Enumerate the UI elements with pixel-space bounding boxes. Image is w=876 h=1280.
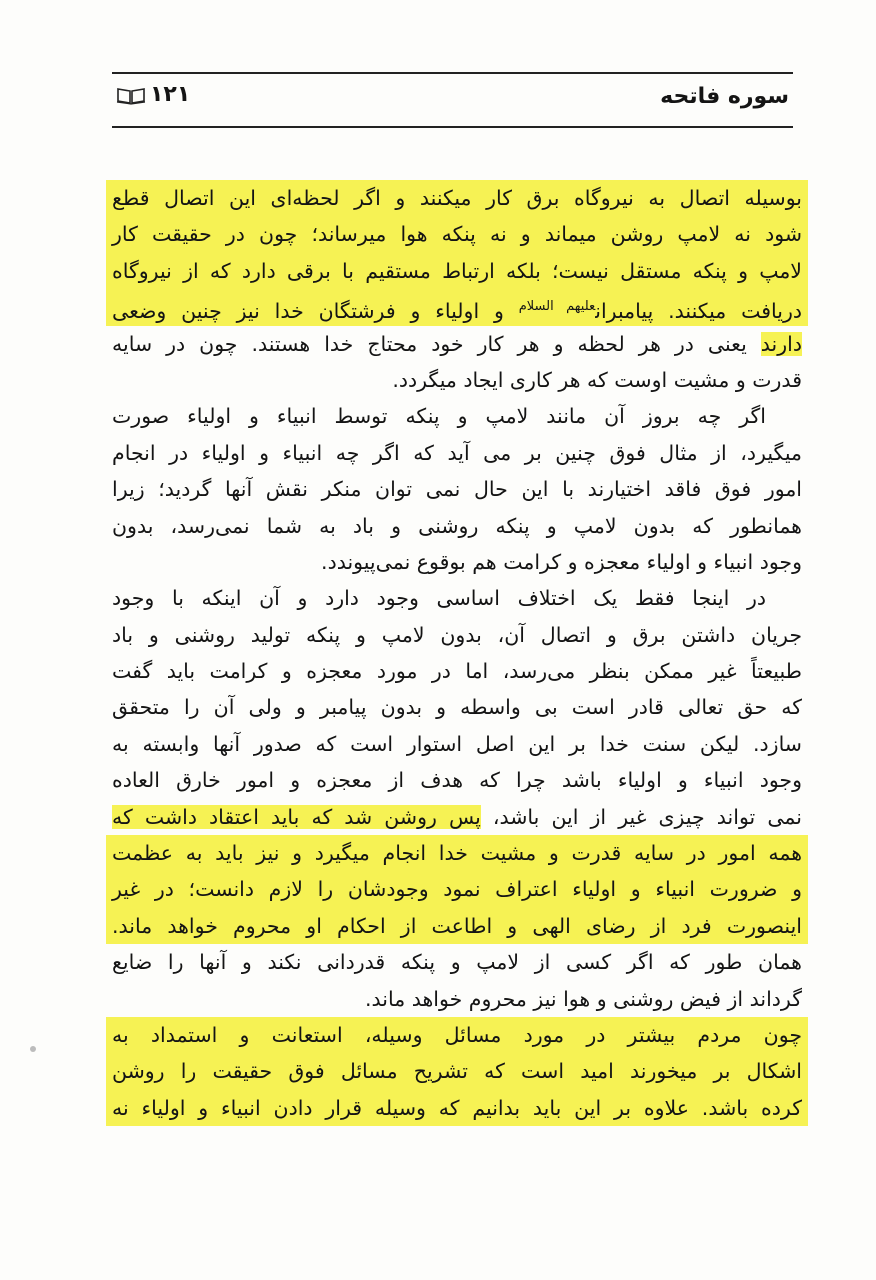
book-icon [116, 85, 146, 105]
text-line: کرده باشد. علاوه بر این باید بدانیم که وسیله قرار دادن انبیاء و اولیاء نه [106, 1090, 808, 1126]
body-text [112, 180, 802, 1126]
text-span: نمی تواند چیزی غیر از این باشد، [492, 804, 802, 829]
running-header [112, 72, 793, 128]
text-line: که حق تعالی قادر است بی واسطه و بدون پیامبر و ولی آن را متحقق [112, 695, 802, 720]
paragraph-4 [112, 1017, 802, 1126]
text-line: در اینجا فقط یک اختلاف اساسی وجود دارد و آن اینکه با وجود [112, 586, 766, 611]
text-line: همانطور که بدون لامپ و پنکه روشنی و باد به شما نمی‌رسد، بدون [112, 513, 802, 538]
text-line [106, 289, 808, 325]
highlighted-span: دارند [760, 331, 802, 356]
text-line: چون مردم بیشتر در مورد مسائل وسیله، استعانت و استمداد به [106, 1017, 808, 1053]
text-line: میگیرد، از مثال فوق چنین بر می آید که اگر چه انبیاء و اولیاء در انجام [112, 440, 802, 465]
text-span: دریافت میکنند. پیامبران [595, 299, 802, 323]
text-span: و اولیاء و فرشتگان خدا نیز چنین وضعی [112, 299, 504, 323]
text-span: یعنی در هر لحظه و هر کار خود محتاج خدا هستند. چون در سایه [112, 331, 747, 356]
text-line: امور فوق فاقد اختیارند با این حال نمی توان منکر نقش آنها گردید؛ زیرا [112, 477, 802, 502]
text-line: لامپ و پنکه مستقل نیست؛ بلکه ارتباط مستقیم با برقی دارد که از نیروگاه [106, 253, 808, 289]
chapter-title: سوره فاتحه [660, 84, 789, 109]
text-line: اینصورت فرد از رضای الهی و اطاعت از احکام او محروم خواهد ماند. [106, 908, 808, 944]
page-number-block [116, 82, 190, 107]
text-line: و ضرورت انبیاء و اولیاء اعتراف نمود وجودشان را لازم دانست؛ در غیر [106, 871, 808, 907]
text-line: بوسیله اتصال به نیروگاه برق کار میکنند و اگر لحظه‌ای این اتصال قطع [106, 180, 808, 216]
text-line: همان طور که اگر کسی از لامپ و پنکه قدردانی نکند و آنها را ضایع [112, 950, 802, 975]
text-line: شود نه لامپ روشن میماند و نه پنکه هوا میرساند؛ چون در حقیقت کار [106, 216, 808, 252]
text-line: اگر چه بروز آن مانند لامپ و پنکه توسط انبیاء و اولیاء صورت [112, 404, 766, 429]
text-line: سازد. لیکن سنت خدا بر این اصل استوار است که صدور آنها وابسته به [112, 731, 802, 756]
page-number: ۱۲۱ [150, 82, 191, 107]
text-line [112, 799, 802, 835]
paragraph-2 [112, 398, 802, 580]
paragraph-3 [112, 580, 802, 1017]
highlighted-span: پس روشن شد که باید اعتقاد داشت که [112, 804, 481, 829]
paragraph-1 [112, 180, 802, 398]
text-line: طبیعتاً غیر ممکن بنظر می‌رسد، اما در مورد معجزه و کرامت باید گفت [112, 659, 802, 684]
text-line: گرداند از فیض روشنی و هوا نیز محروم خواهد ماند. [364, 986, 802, 1011]
text-line: جریان داشتن برق و اتصال آن، بدون لامپ و پنکه تولید روشنی و باد [112, 622, 802, 647]
text-line: اشکال بر میخورند امید است که تشریح مسائل فوق حقیقت را روشن [106, 1053, 808, 1089]
text-line [112, 326, 802, 362]
text-line: همه امور در سایه قدرت و مشیت خدا انجام میگیرد و نیز باید به عظمت [106, 835, 808, 871]
scan-speck [30, 1046, 36, 1052]
text-line: وجود انبیاء و اولیاء باشد چرا که هدف از معجزه و امور خارق العاده [112, 768, 802, 793]
text-line: وجود انبیاء و اولیاء معجزه و کرامت هم بوقوع نمی‌پیوندد. [321, 549, 802, 574]
honorific-ligature: علیهم السلام [518, 299, 596, 315]
text-line: قدرت و مشیت اوست که هر کاری ایجاد میگردد. [392, 367, 802, 392]
